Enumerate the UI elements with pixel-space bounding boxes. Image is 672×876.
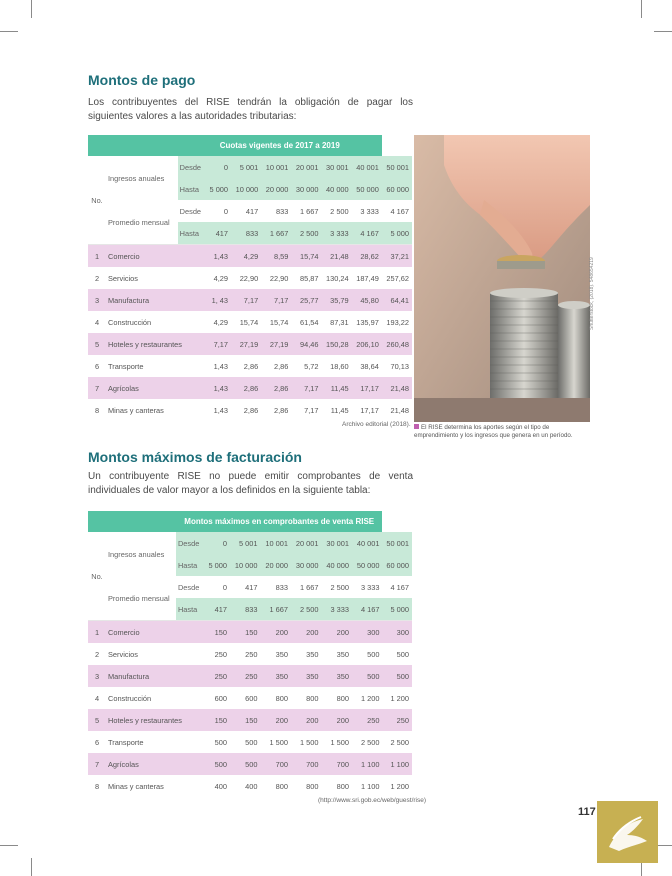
cuotas-table xyxy=(88,135,412,421)
row-value: 22,90 xyxy=(261,267,291,289)
row-value: 7,17 xyxy=(291,399,321,421)
row-value: 200 xyxy=(260,621,291,644)
range-label: Desde xyxy=(178,156,206,178)
range-value: 0 xyxy=(205,156,231,178)
table-title: Montos máximos en comprobantes de venta RISE xyxy=(176,511,383,532)
row-value: 8,59 xyxy=(261,245,291,268)
row-value: 150,28 xyxy=(322,333,352,355)
row-value: 2,86 xyxy=(261,355,291,377)
row-value: 1 200 xyxy=(382,775,412,797)
table-title: Cuotas vigentes de 2017 a 2019 xyxy=(178,135,382,156)
row-value: 700 xyxy=(291,753,322,775)
range-value: 417 xyxy=(204,598,230,621)
row-value: 250 xyxy=(204,665,230,687)
range-value: 50 000 xyxy=(352,178,382,200)
no-header: No. xyxy=(88,532,106,621)
row-value: 206,10 xyxy=(352,333,382,355)
row-value: 7,17 xyxy=(261,289,291,311)
crop-mark xyxy=(31,0,32,18)
row-value: 17,17 xyxy=(352,399,382,421)
group-label: Ingresos anuales xyxy=(106,156,178,200)
row-value: 21,48 xyxy=(382,399,412,421)
row-activity: Comercio xyxy=(106,245,205,268)
range-value: 2 500 xyxy=(322,200,352,222)
range-value: 1 667 xyxy=(291,576,322,598)
row-value: 500 xyxy=(382,665,412,687)
row-value: 150 xyxy=(204,709,230,731)
montos-maximos-table xyxy=(88,511,412,797)
title-spacer xyxy=(88,511,176,532)
row-value: 800 xyxy=(291,687,322,709)
row-value: 400 xyxy=(204,775,230,797)
row-value: 1 500 xyxy=(321,731,352,753)
row-number: 5 xyxy=(88,333,106,355)
range-value: 20 001 xyxy=(291,532,322,554)
row-value: 500 xyxy=(230,731,261,753)
group-label: Promedio mensual xyxy=(106,200,178,245)
row-value: 4,29 xyxy=(231,245,261,268)
row-value: 7,17 xyxy=(231,289,261,311)
row-value: 1 100 xyxy=(352,775,383,797)
row-number: 3 xyxy=(88,289,106,311)
row-value: 1,43 xyxy=(205,245,231,268)
range-value: 5 000 xyxy=(204,554,230,576)
range-value: 5 001 xyxy=(231,156,261,178)
row-value: 250 xyxy=(204,643,230,665)
range-value: 2 500 xyxy=(321,576,352,598)
range-value: 1 667 xyxy=(261,222,291,245)
row-number: 8 xyxy=(88,399,106,421)
range-value: 10 000 xyxy=(230,554,261,576)
row-value: 7,17 xyxy=(291,377,321,399)
row-value: 11,45 xyxy=(322,399,352,421)
row-value: 200 xyxy=(291,709,322,731)
row-activity: Hoteles y restaurantes xyxy=(106,709,204,731)
row-value: 1,43 xyxy=(205,399,231,421)
row-value: 350 xyxy=(321,665,352,687)
crop-mark xyxy=(641,0,642,18)
range-value: 4 167 xyxy=(352,222,382,245)
row-value: 28,62 xyxy=(352,245,382,268)
row-value: 350 xyxy=(291,665,322,687)
range-value: 60 000 xyxy=(382,554,412,576)
row-value: 800 xyxy=(291,775,322,797)
row-activity: Manufactura xyxy=(106,289,205,311)
table-row xyxy=(88,311,412,333)
row-value: 70,13 xyxy=(382,355,412,377)
range-label: Hasta xyxy=(178,222,206,245)
coin-stack-side xyxy=(558,301,590,398)
range-value: 0 xyxy=(204,576,230,598)
row-value: 2,86 xyxy=(231,399,261,421)
row-number: 5 xyxy=(88,709,106,731)
range-label: Hasta xyxy=(176,598,204,621)
row-value: 800 xyxy=(321,775,352,797)
row-value: 1 100 xyxy=(382,753,412,775)
range-value: 50 001 xyxy=(382,156,412,178)
chapter-icon xyxy=(597,801,658,863)
row-value: 200 xyxy=(321,621,352,644)
row-value: 130,24 xyxy=(322,267,352,289)
row-number: 6 xyxy=(88,731,106,753)
range-value: 50 001 xyxy=(382,532,412,554)
row-value: 2,86 xyxy=(261,399,291,421)
row-value: 25,77 xyxy=(291,289,321,311)
row-activity: Minas y canteras xyxy=(106,399,205,421)
range-value: 417 xyxy=(231,200,261,222)
row-value: 350 xyxy=(291,643,322,665)
row-value: 4,29 xyxy=(205,267,231,289)
range-value: 30 000 xyxy=(291,554,322,576)
row-value: 700 xyxy=(321,753,352,775)
row-value: 2 500 xyxy=(352,731,383,753)
row-value: 2 500 xyxy=(382,731,412,753)
range-value: 833 xyxy=(260,576,291,598)
crop-mark xyxy=(0,31,18,32)
row-number: 7 xyxy=(88,377,106,399)
header-row xyxy=(88,576,412,598)
row-activity: Agrícolas xyxy=(106,753,204,775)
no-header: No. xyxy=(88,156,106,245)
row-activity: Hoteles y restaurantes xyxy=(106,333,205,355)
range-value: 5 000 xyxy=(205,178,231,200)
section-paragraph: Los contribuyentes del RISE tendrán la obligación de pagar los siguientes valores a las autoridades tributarias: xyxy=(88,97,413,122)
row-activity: Transporte xyxy=(106,731,204,753)
row-value: 500 xyxy=(352,665,383,687)
crop-mark xyxy=(654,31,672,32)
row-value: 500 xyxy=(382,643,412,665)
row-value: 150 xyxy=(230,709,261,731)
range-label: Hasta xyxy=(176,554,204,576)
table-source: Archivo editorial (2018). xyxy=(342,421,411,428)
range-value: 4 167 xyxy=(352,598,383,621)
table-source: (http://www.sri.gob.ec/web/guest/rise) xyxy=(318,797,427,804)
crop-mark xyxy=(0,845,18,846)
row-value: 45,80 xyxy=(352,289,382,311)
range-value: 20 000 xyxy=(261,178,291,200)
range-value: 1 667 xyxy=(291,200,321,222)
row-value: 15,74 xyxy=(231,311,261,333)
range-value: 0 xyxy=(205,200,231,222)
row-value: 1 100 xyxy=(352,753,383,775)
row-value: 500 xyxy=(352,643,383,665)
row-value: 64,41 xyxy=(382,289,412,311)
row-number: 2 xyxy=(88,267,106,289)
row-value: 150 xyxy=(230,621,261,644)
row-activity: Construcción xyxy=(106,311,205,333)
row-value: 7,17 xyxy=(205,333,231,355)
range-value: 40 000 xyxy=(322,178,352,200)
range-value: 30 001 xyxy=(321,532,352,554)
row-value: 94,46 xyxy=(291,333,321,355)
range-value: 5 000 xyxy=(382,598,412,621)
row-value: 61,54 xyxy=(291,311,321,333)
range-value: 2 500 xyxy=(291,222,321,245)
row-value: 300 xyxy=(352,621,383,644)
row-value: 2,86 xyxy=(231,355,261,377)
row-number: 8 xyxy=(88,775,106,797)
coins-photo xyxy=(414,135,590,422)
row-value: 11,45 xyxy=(322,377,352,399)
range-label: Desde xyxy=(176,532,204,554)
page-number: 117 xyxy=(578,806,596,818)
range-value: 833 xyxy=(231,222,261,245)
row-value: 800 xyxy=(260,687,291,709)
range-label: Hasta xyxy=(178,178,206,200)
table-row xyxy=(88,267,412,289)
range-value: 3 333 xyxy=(321,598,352,621)
row-value: 135,97 xyxy=(352,311,382,333)
row-value: 1 500 xyxy=(291,731,322,753)
table-row xyxy=(88,731,412,753)
range-value: 60 000 xyxy=(382,178,412,200)
table-row xyxy=(88,399,412,421)
row-value: 27,19 xyxy=(261,333,291,355)
range-value: 10 000 xyxy=(231,178,261,200)
row-value: 87,31 xyxy=(322,311,352,333)
row-value: 5,72 xyxy=(291,355,321,377)
row-number: 4 xyxy=(88,687,106,709)
row-value: 250 xyxy=(230,665,261,687)
row-value: 800 xyxy=(321,687,352,709)
row-value: 2,86 xyxy=(231,377,261,399)
row-value: 350 xyxy=(260,665,291,687)
row-value: 400 xyxy=(230,775,261,797)
range-value: 40 001 xyxy=(352,156,382,178)
row-number: 7 xyxy=(88,753,106,775)
row-activity: Manufactura xyxy=(106,665,204,687)
row-value: 200 xyxy=(291,621,322,644)
range-label: Desde xyxy=(176,576,204,598)
row-number: 2 xyxy=(88,643,106,665)
table-row xyxy=(88,289,412,311)
row-activity: Construcción xyxy=(106,687,204,709)
row-value: 1 200 xyxy=(382,687,412,709)
row-value: 18,60 xyxy=(322,355,352,377)
row-value: 21,48 xyxy=(322,245,352,268)
table-row xyxy=(88,753,412,775)
range-value: 5 001 xyxy=(230,532,261,554)
row-number: 1 xyxy=(88,245,106,268)
row-activity: Servicios xyxy=(106,643,204,665)
table-title-row xyxy=(88,135,412,156)
row-value: 300 xyxy=(382,621,412,644)
row-value: 600 xyxy=(204,687,230,709)
row-number: 1 xyxy=(88,621,106,644)
row-number: 3 xyxy=(88,665,106,687)
range-value: 3 333 xyxy=(322,222,352,245)
header-row xyxy=(88,200,412,222)
range-value: 417 xyxy=(205,222,231,245)
row-value: 500 xyxy=(204,731,230,753)
row-value: 200 xyxy=(260,709,291,731)
range-label: Desde xyxy=(178,200,206,222)
row-value: 250 xyxy=(230,643,261,665)
table-row xyxy=(88,245,412,268)
range-value: 2 500 xyxy=(291,598,322,621)
row-value: 15,74 xyxy=(261,311,291,333)
row-value: 15,74 xyxy=(291,245,321,268)
row-number: 6 xyxy=(88,355,106,377)
range-value: 10 001 xyxy=(261,156,291,178)
range-value: 4 167 xyxy=(382,576,412,598)
row-value: 800 xyxy=(260,775,291,797)
table-row xyxy=(88,643,412,665)
row-activity: Servicios xyxy=(106,267,205,289)
row-value: 1 200 xyxy=(352,687,383,709)
coin-stack-main xyxy=(490,288,558,398)
row-value: 257,62 xyxy=(382,267,412,289)
range-value: 3 333 xyxy=(352,576,383,598)
range-value: 5 000 xyxy=(382,222,412,245)
row-value: 350 xyxy=(260,643,291,665)
caption-marker-icon xyxy=(414,424,419,429)
range-value: 30 001 xyxy=(322,156,352,178)
range-value: 0 xyxy=(204,532,230,554)
range-value: 20 000 xyxy=(260,554,291,576)
coins-hand-image xyxy=(414,135,590,422)
row-value: 150 xyxy=(204,621,230,644)
table-title-row xyxy=(88,511,412,532)
range-value: 4 167 xyxy=(382,200,412,222)
table-row xyxy=(88,665,412,687)
row-value: 27,19 xyxy=(231,333,261,355)
range-value: 3 333 xyxy=(352,200,382,222)
row-value: 37,21 xyxy=(382,245,412,268)
header-row xyxy=(88,532,412,554)
row-value: 85,87 xyxy=(291,267,321,289)
photo-caption xyxy=(414,424,582,440)
row-value: 187,49 xyxy=(352,267,382,289)
row-value: 600 xyxy=(230,687,261,709)
row-activity: Transporte xyxy=(106,355,205,377)
table-row xyxy=(88,621,412,644)
range-value: 417 xyxy=(230,576,261,598)
row-value: 35,79 xyxy=(322,289,352,311)
header-row xyxy=(88,156,412,178)
table-row xyxy=(88,775,412,797)
table-row xyxy=(88,355,412,377)
photo-credit: Shutterstock, (2018). 548654219 xyxy=(589,257,595,330)
section-heading-montos-maximos: Montos máximos de facturación xyxy=(88,449,302,465)
row-value: 1, 43 xyxy=(205,289,231,311)
row-value: 17,17 xyxy=(352,377,382,399)
row-value: 260,48 xyxy=(382,333,412,355)
row-value: 250 xyxy=(382,709,412,731)
table-row xyxy=(88,687,412,709)
title-spacer xyxy=(88,135,178,156)
range-value: 40 000 xyxy=(321,554,352,576)
chapter-tab xyxy=(597,801,658,863)
row-value: 4,29 xyxy=(205,311,231,333)
row-value: 38,64 xyxy=(352,355,382,377)
section-paragraph: Un contribuyente RISE no puede emitir comprobantes de venta individuales de valor mayor a los definidos en la siguiente tabla: xyxy=(88,471,413,496)
row-activity: Agrícolas xyxy=(106,377,205,399)
caption-text: El RISE determina los aportes según el tipo de emprendimiento y los ingresos que genera en un período. xyxy=(414,424,573,439)
row-value: 1,43 xyxy=(205,377,231,399)
section-heading-montos-de-pago: Montos de pago xyxy=(88,72,196,88)
range-value: 1 667 xyxy=(260,598,291,621)
table-row xyxy=(88,709,412,731)
range-value: 50 000 xyxy=(352,554,383,576)
row-value: 500 xyxy=(204,753,230,775)
row-value: 250 xyxy=(352,709,383,731)
range-value: 40 001 xyxy=(352,532,383,554)
row-activity: Minas y canteras xyxy=(106,775,204,797)
row-value: 21,48 xyxy=(382,377,412,399)
row-activity: Comercio xyxy=(106,621,204,644)
group-label: Ingresos anuales xyxy=(106,532,176,576)
row-value: 2,86 xyxy=(261,377,291,399)
table-row xyxy=(88,333,412,355)
row-number: 4 xyxy=(88,311,106,333)
row-value: 1 500 xyxy=(260,731,291,753)
group-label: Promedio mensual xyxy=(106,576,176,621)
table-row xyxy=(88,377,412,399)
range-value: 833 xyxy=(230,598,261,621)
range-value: 30 000 xyxy=(291,178,321,200)
range-value: 20 001 xyxy=(291,156,321,178)
row-value: 700 xyxy=(260,753,291,775)
row-value: 350 xyxy=(321,643,352,665)
range-value: 833 xyxy=(261,200,291,222)
range-value: 10 001 xyxy=(260,532,291,554)
crop-mark xyxy=(31,858,32,876)
row-value: 500 xyxy=(230,753,261,775)
row-value: 22,90 xyxy=(231,267,261,289)
row-value: 193,22 xyxy=(382,311,412,333)
row-value: 200 xyxy=(321,709,352,731)
row-value: 1,43 xyxy=(205,355,231,377)
